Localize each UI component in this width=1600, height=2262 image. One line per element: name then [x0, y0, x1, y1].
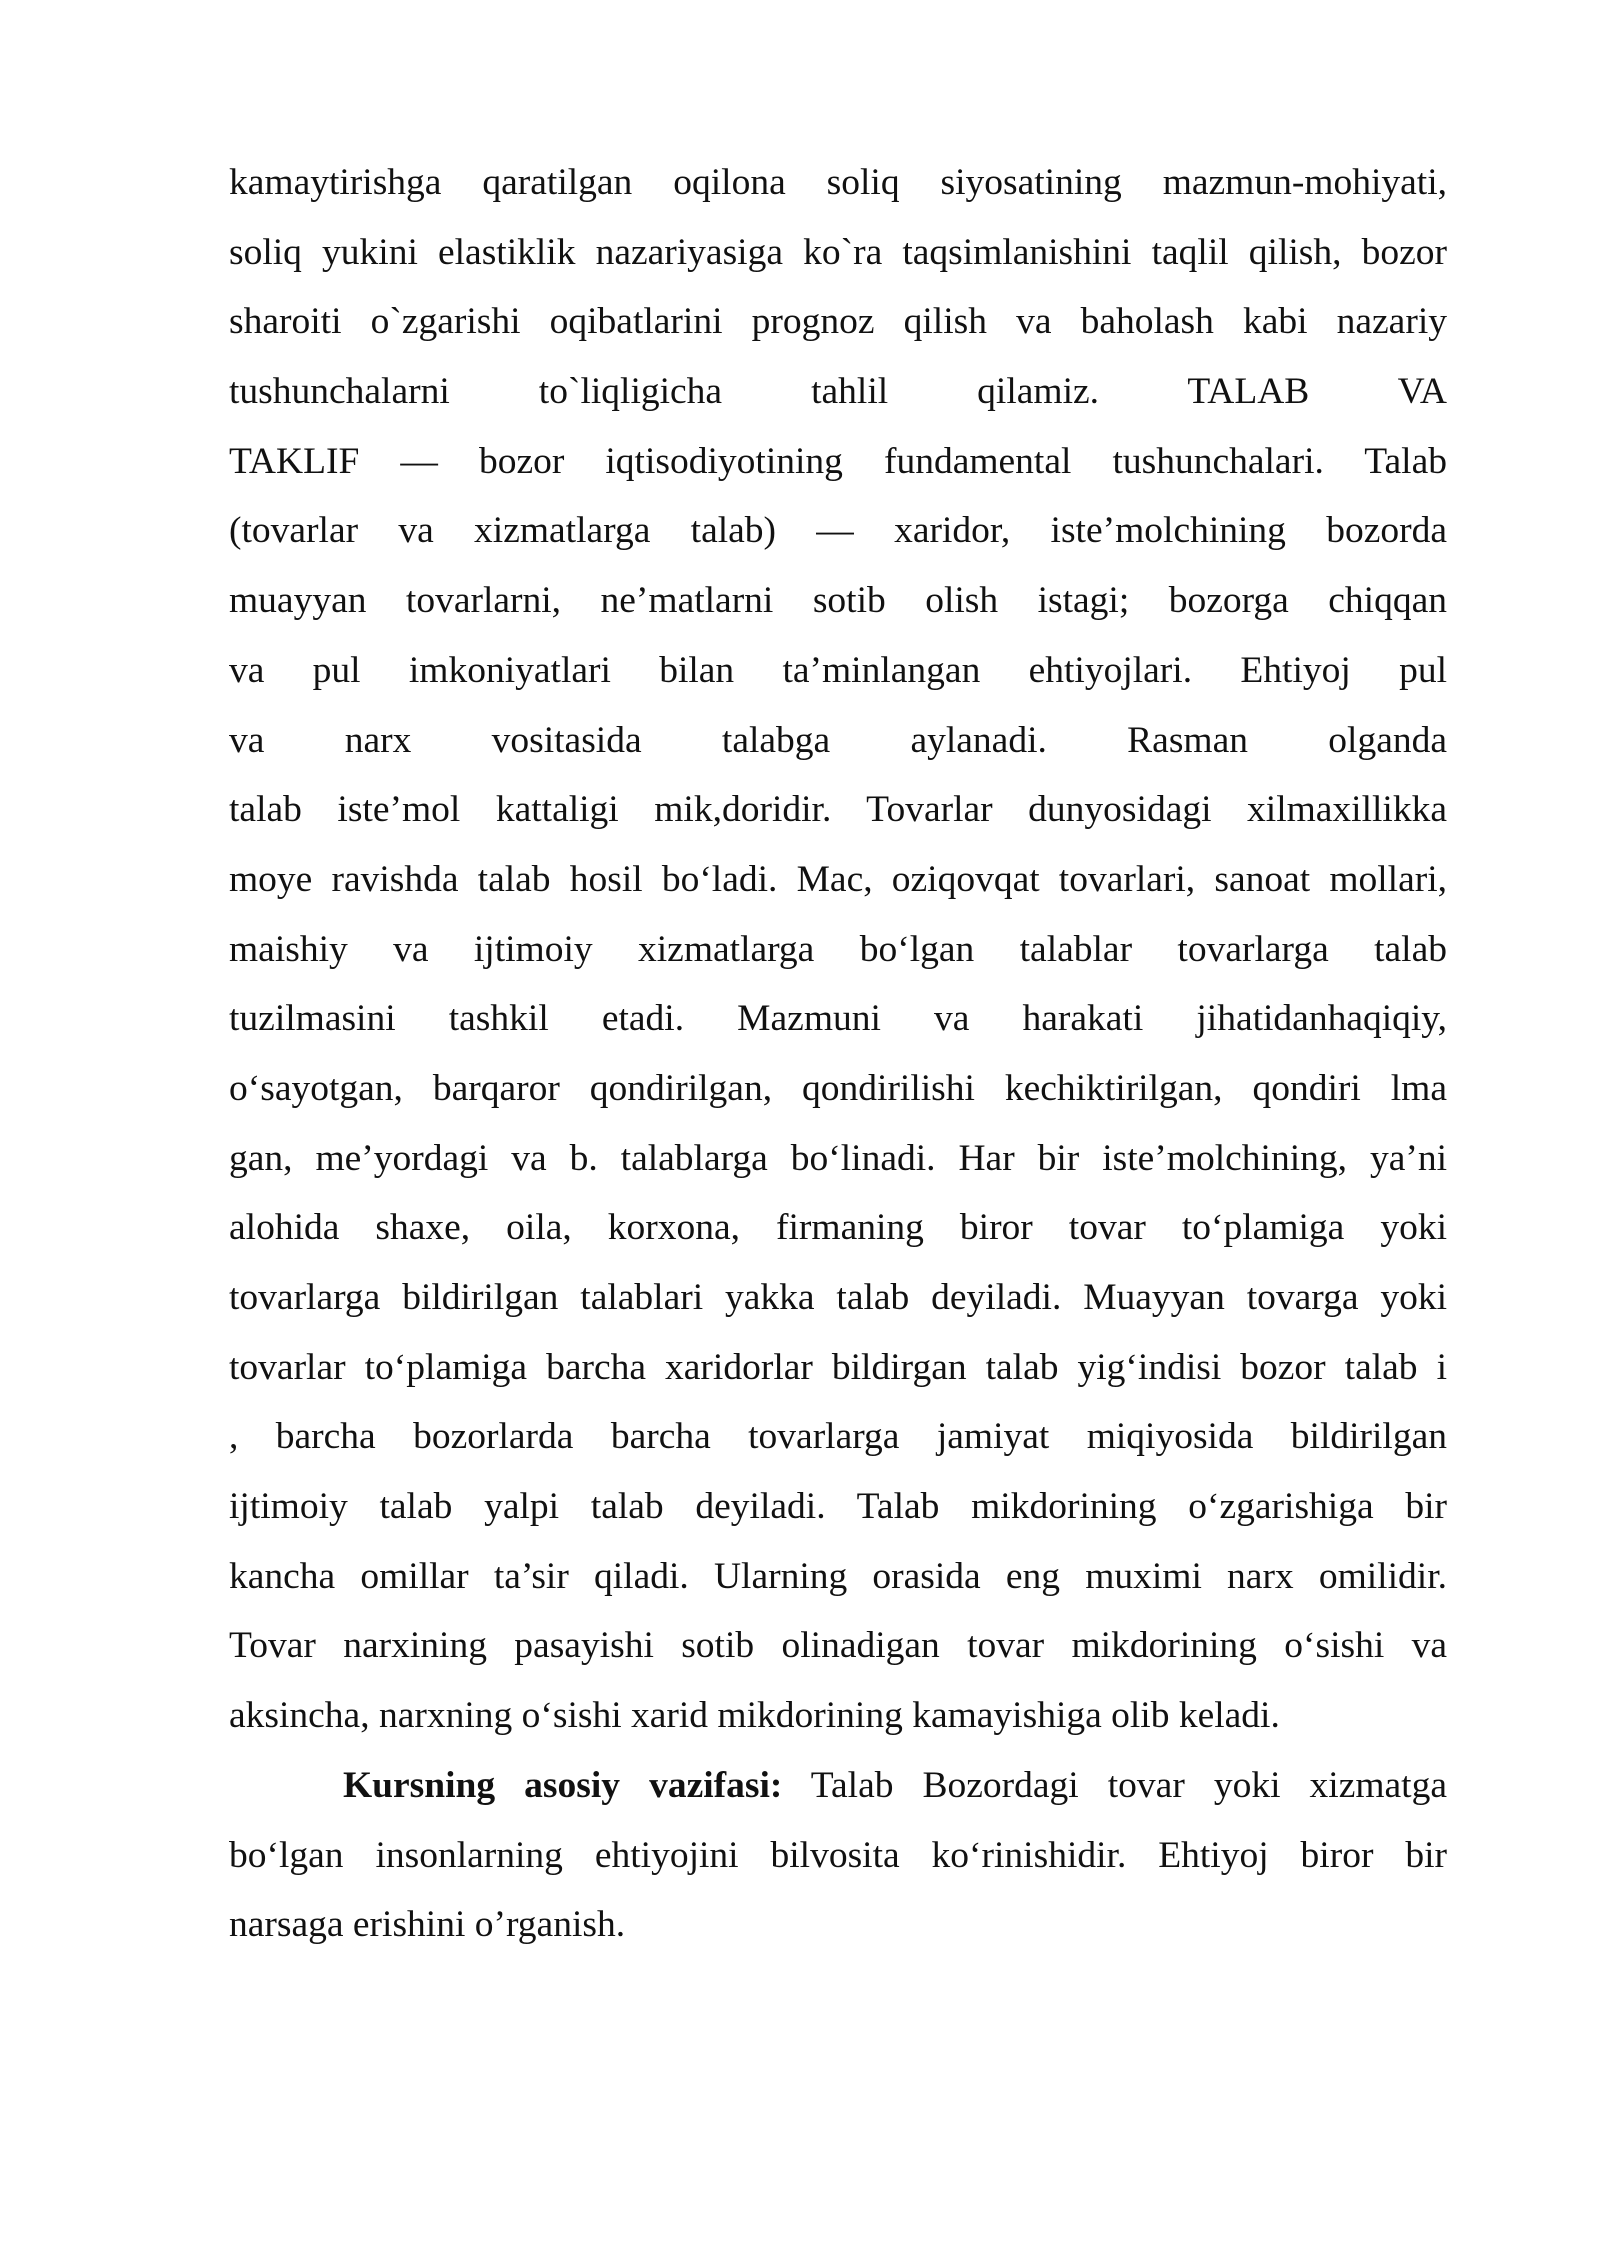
paragraph-course-task — [229, 1751, 1447, 1960]
text-line: Tovar narxining pasayishi sotib olinadigan tovar mikdorining o‘sishi va — [229, 1625, 1447, 1667]
text-line: narsaga erishini o’rganish. — [229, 1904, 626, 1946]
text-line: ijtimoiy talab yalpi talab deyiladi. Talab mikdorining o‘zgarishiga bir — [229, 1486, 1447, 1528]
text-line: talab iste’mol kattaligi mik,doridir. Tovarlar dunyosidagi xilmaxillikka — [229, 789, 1447, 831]
text-line: kancha omillar ta’sir qiladi. Ularning orasida eng muximi narx omilidir. — [229, 1555, 1447, 1597]
text-line: moye ravishda talab hosil bo‘ladi. Mac, oziqovqat tovarlari, sanoat mollari, — [229, 858, 1447, 900]
text-line: va pul imkoniyatlari bilan ta’minlangan ehtiyojlari. Ehtiyoj pul — [229, 649, 1447, 691]
body-text — [229, 148, 1447, 1960]
text-line: muayyan tovarlarni, ne’matlarni sotib olish istagi; bozorga chiqqan — [229, 580, 1447, 622]
text-line: sharoiti o`zgarishi oqibatlarini prognoz qilish va baholash kabi nazariy — [229, 301, 1447, 343]
paragraph-talab-taklif — [229, 148, 1447, 1751]
text-line: va narx vositasida talabga aylanadi. Rasman olganda — [229, 719, 1447, 761]
text-line: gan, me’yordagi va b. talablarga bo‘linadi. Har bir iste’molchining, ya’ni — [229, 1137, 1447, 1179]
text-line: soliq yukini elastiklik nazariyasiga ko`ra taqsimlanishini taqlil qilish, bozor — [229, 231, 1447, 273]
text-line: alohida shaxe, oila, korxona, firmaning biror tovar to‘plamiga yoki — [229, 1207, 1447, 1249]
task-first-line — [229, 1751, 1447, 1821]
text-line: aksincha, narxning o‘sishi xarid mikdorining kamayishiga olib keladi. — [229, 1695, 1280, 1737]
text-line: TAKLIF — bozor iqtisodiyotining fundamental tushunchalari. Talab — [229, 440, 1447, 482]
text-line: tushunchalarni to`liqligicha tahlil qilamiz. TALAB VA — [229, 371, 1447, 413]
text-line: o‘sayotgan, barqaror qondirilgan, qondirilishi kechiktirilgan, qondiri lma — [229, 1067, 1447, 1109]
text-line: (tovarlar va xizmatlarga talab) — xaridor, iste’molchining bozorda — [229, 510, 1447, 552]
task-heading-rest: Talab Bozordagi tovar yoki xizmatga — [782, 1764, 1447, 1806]
text-line: kamaytirishga qaratilgan oqilona soliq siyosatining mazmun-mohiyati, — [229, 162, 1447, 203]
text-line: tovarlar to‘plamiga barcha xaridorlar bildirgan talab yig‘indisi bozor talab i — [229, 1346, 1447, 1388]
text-line: maishiy va ijtimoiy xizmatlarga bo‘lgan talablar tovarlarga talab — [229, 928, 1447, 970]
text-line: , barcha bozorlarda barcha tovarlarga jamiyat miqiyosida bildirilgan — [229, 1416, 1447, 1458]
text-line: tuzilmasini tashkil etadi. Mazmuni va harakati jihatidanhaqiqiy, — [229, 998, 1447, 1040]
task-heading: Kursning asosiy vazifasi: — [343, 1764, 783, 1806]
text-line: bo‘lgan insonlarning ehtiyojini bilvosita ko‘rinishidir. Ehtiyoj biror bir — [229, 1834, 1447, 1876]
text-line: tovarlarga bildirilgan talablari yakka talab deyiladi. Muayyan tovarga yoki — [229, 1277, 1447, 1318]
